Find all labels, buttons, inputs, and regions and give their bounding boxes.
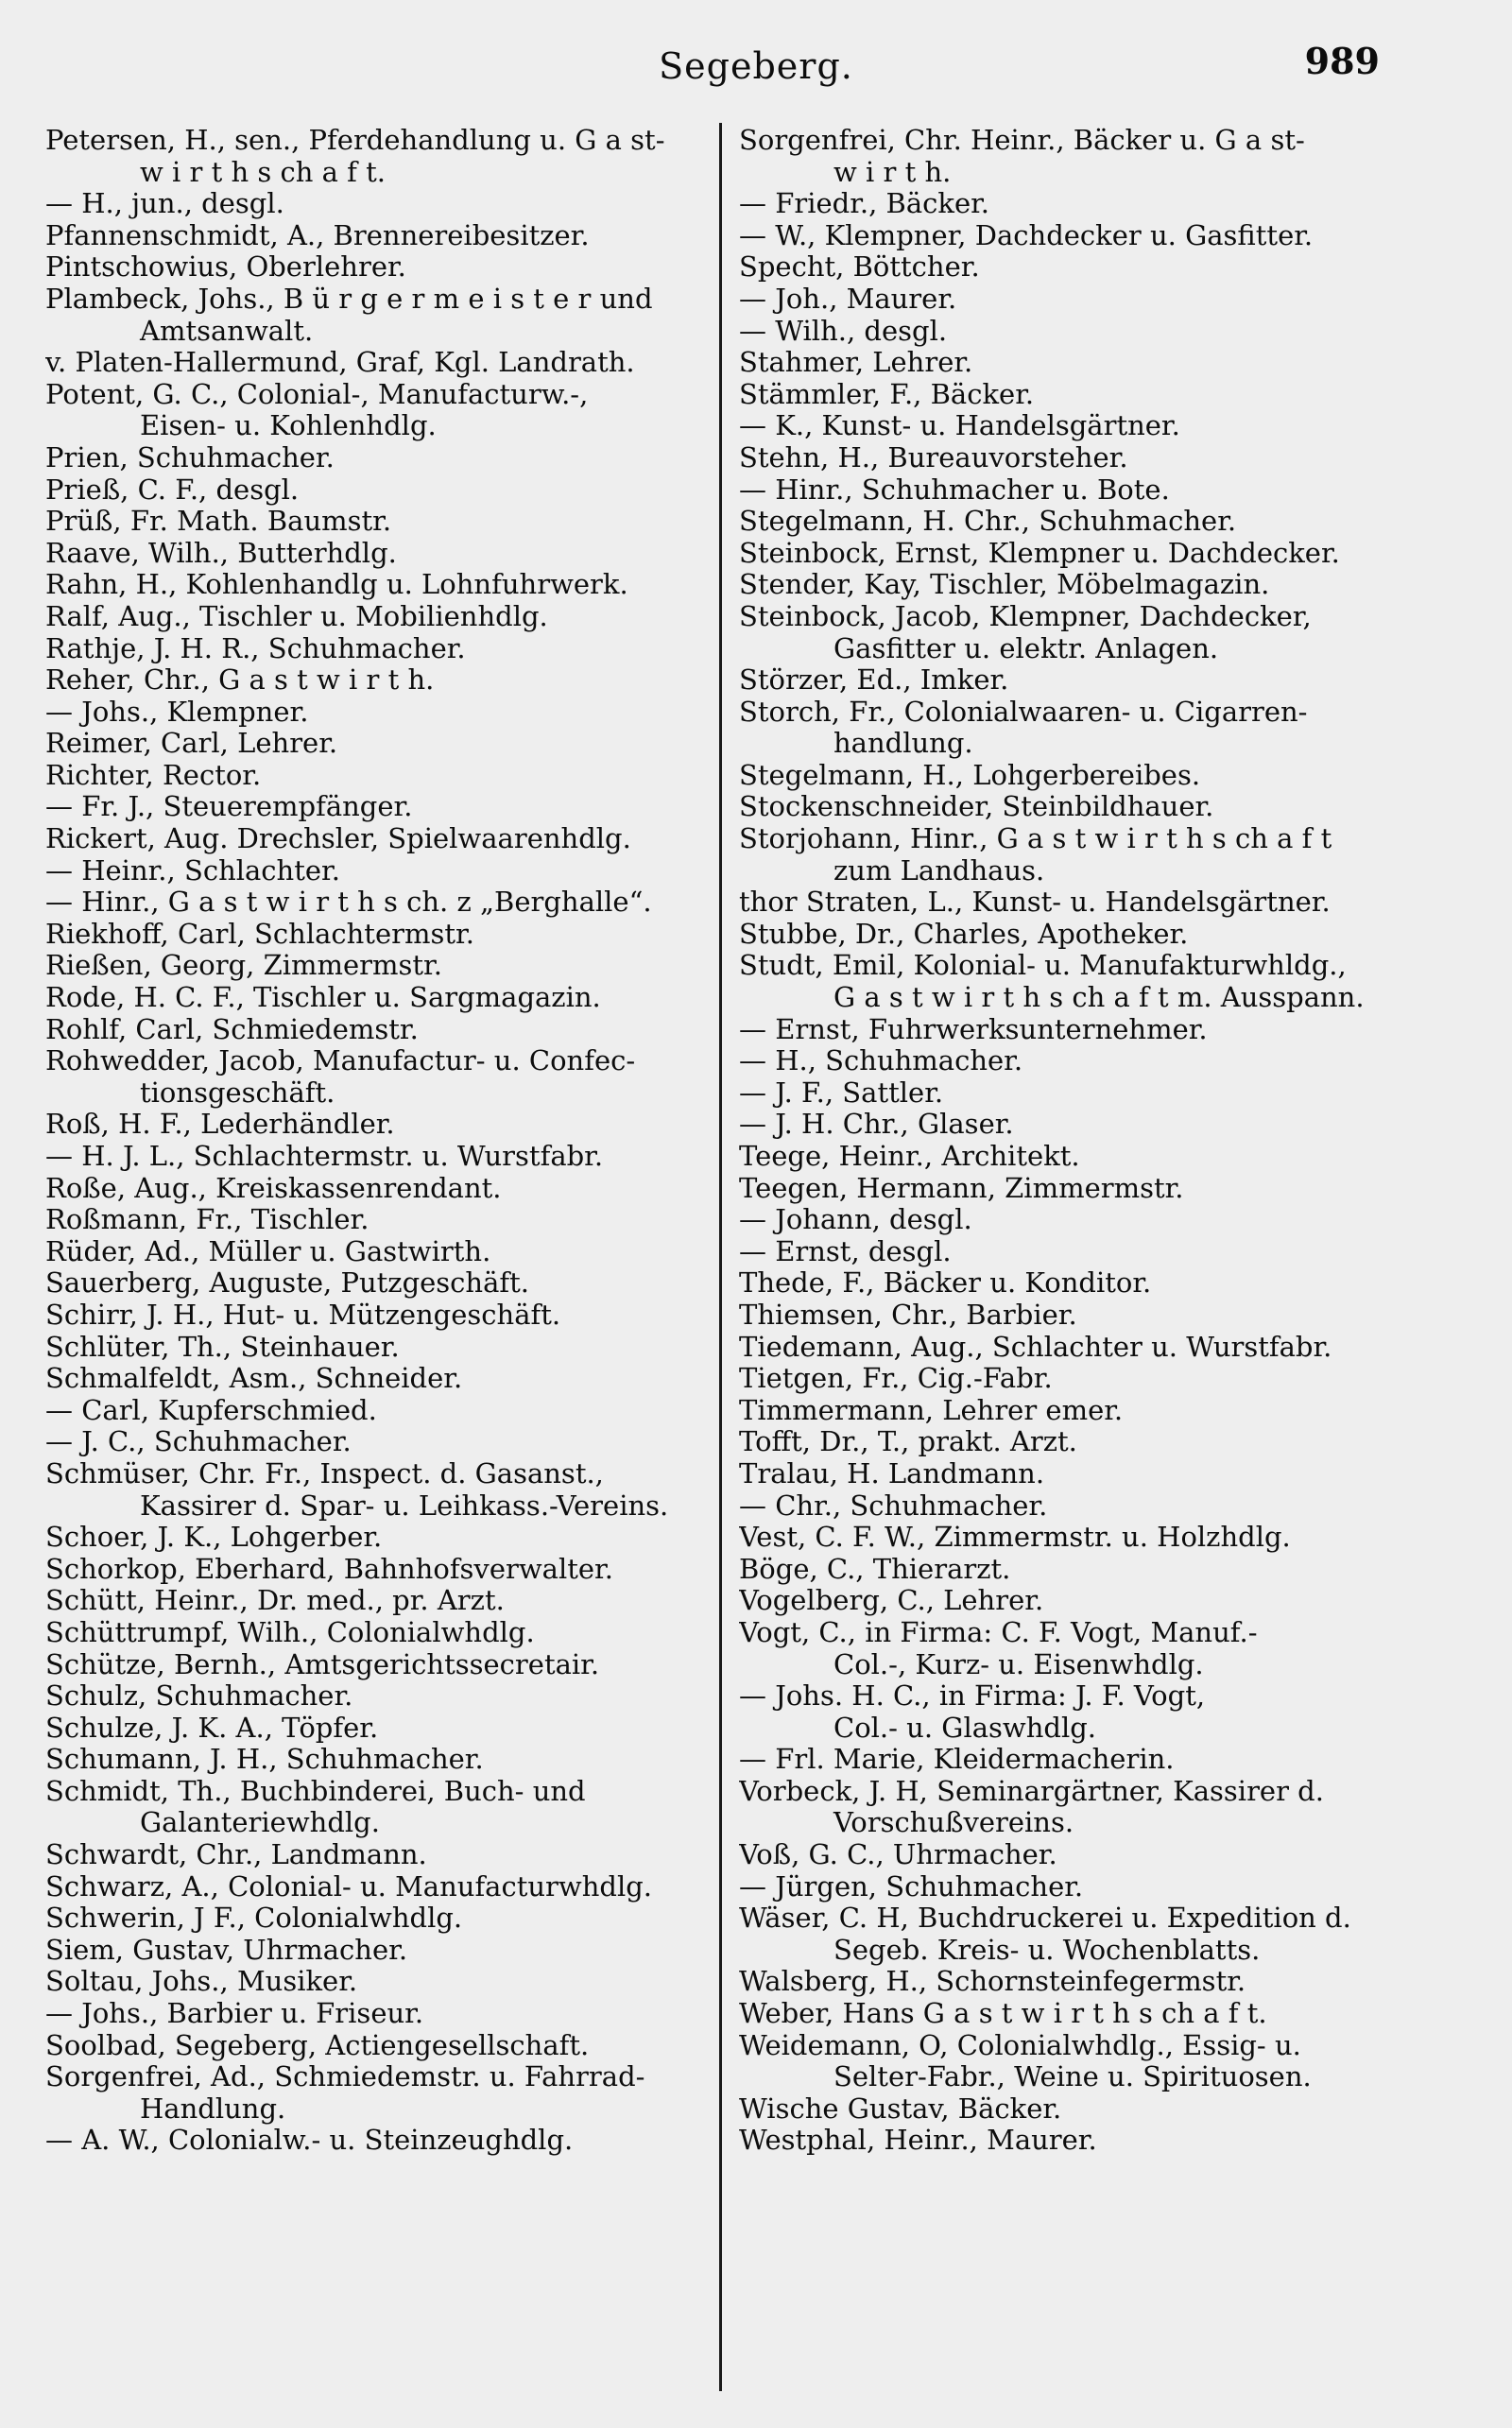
directory-entry — [739, 1680, 1434, 1744]
entry-line: Tofft, Dr., T., prakt. Arzt. — [739, 1426, 1077, 1458]
directory-entry — [45, 569, 740, 601]
directory-entry — [739, 379, 1434, 411]
entry-line: Prieß, C. F., desgl. — [45, 474, 300, 506]
directory-entry — [45, 1363, 740, 1395]
directory-entry — [739, 284, 1434, 316]
entry-line: Storch, Fr., Colonialwaaren- u. Cigarren- — [739, 696, 1308, 728]
directory-entry — [45, 1204, 740, 1236]
directory-entry — [739, 791, 1434, 823]
directory-entry — [45, 1426, 740, 1458]
entry-line: Petersen, H., sen., Pferdehandlung u. G a st- — [45, 125, 665, 156]
directory-entry — [45, 1332, 740, 1364]
directory-entry — [739, 347, 1434, 379]
directory-entry — [739, 664, 1434, 697]
entry-line: Schlüter, Th., Steinhauer. — [45, 1331, 400, 1363]
entry-line: Timmermann, Lehrer emer. — [739, 1394, 1124, 1426]
entry-line: Teege, Heinr., Architekt. — [739, 1141, 1080, 1172]
entry-line: — Wilh., desgl. — [739, 315, 948, 347]
directory-entry — [45, 950, 740, 982]
directory-entry — [739, 1109, 1434, 1141]
entry-line: Schmüser, Chr. Fr., Inspect. d. Gasanst., — [45, 1457, 604, 1490]
entry-line: Böge, C., Thierarzt. — [739, 1553, 1011, 1585]
entry-line: — K., Kunst- u. Handelsgärtner. — [739, 410, 1180, 442]
entry-line: Schwardt, Chr., Landmann. — [45, 1839, 427, 1871]
entry-line: — J. C., Schuhmacher. — [45, 1426, 352, 1458]
entry-line: Rathje, J. H. R., Schuhmacher. — [45, 632, 466, 664]
entry-line: Storjohann, Hinr., G a s t w i r t h s ch a f t — [739, 823, 1332, 855]
directory-entry — [45, 919, 740, 951]
entry-line: Weber, Hans G a s t w i r t h s ch a f t. — [739, 1998, 1267, 2030]
directory-entry — [45, 601, 740, 633]
left-entry-list — [45, 125, 740, 2157]
entry-line: Vogelberg, C., Lehrer. — [739, 1585, 1044, 1617]
entry-line: Thede, F., Bäcker u. Konditor. — [739, 1267, 1152, 1300]
entry-continuation-line: w i r t h. — [833, 155, 952, 188]
directory-entry — [45, 633, 740, 665]
entry-line: Rickert, Aug. Drechsler, Spielwaarenhdlg. — [45, 823, 631, 855]
directory-entry — [739, 1300, 1434, 1332]
entry-line: Vest, C. F. W., Zimmermstr. u. Holzhdlg. — [739, 1522, 1291, 1554]
entry-line: Rohwedder, Jacob, Manufactur- u. Confec- — [45, 1045, 636, 1077]
directory-entry — [739, 569, 1434, 601]
entry-line: — Ernst, Fuhrwerksunternehmer. — [739, 1013, 1208, 1045]
entry-line: Roßmann, Fr., Tischler. — [45, 1204, 369, 1236]
directory-entry — [739, 1077, 1434, 1110]
directory-entry — [45, 1713, 740, 1745]
entry-line: Rießen, Georg, Zimmermstr. — [45, 950, 442, 982]
directory-entry — [45, 982, 740, 1014]
entry-line: Teegen, Hermann, Zimmermstr. — [739, 1172, 1184, 1204]
entry-line: Schulz, Schuhmacher. — [45, 1680, 353, 1713]
entry-line: — Hinr., G a s t w i r t h s ch. z „Berghalle“. — [45, 887, 652, 919]
entry-continuation-line: Vorschußvereins. — [833, 1806, 1074, 1839]
entry-line: — Jürgen, Schuhmacher. — [739, 1870, 1084, 1903]
directory-entry — [739, 442, 1434, 474]
directory-entry — [739, 950, 1434, 1013]
directory-entry — [739, 1585, 1434, 1617]
directory-entry — [739, 1236, 1434, 1268]
directory-entry — [45, 538, 740, 570]
directory-entry — [45, 442, 740, 474]
entry-line: Ralf, Aug., Tischler u. Mobilienhdlg. — [45, 600, 548, 632]
directory-entry — [739, 220, 1434, 252]
directory-entry — [45, 1141, 740, 1173]
entry-line: Reimer, Carl, Lehrer. — [45, 728, 338, 760]
directory-entry — [45, 1649, 740, 1681]
entry-continuation-line: Handlung. — [140, 2092, 286, 2125]
entry-line: Rode, H. C. F., Tischler u. Sargmagazin. — [45, 982, 601, 1014]
entry-line: Vogt, C., in Firma: C. F. Vogt, Manuf.- — [739, 1616, 1258, 1648]
directory-entry — [45, 664, 740, 697]
entry-line: Voß, G. C., Uhrmacher. — [739, 1839, 1057, 1871]
directory-entry — [739, 1045, 1434, 1077]
directory-entry — [45, 855, 740, 887]
entry-line: Schütt, Heinr., Dr. med., pr. Arzt. — [45, 1585, 505, 1617]
directory-entry — [45, 791, 740, 823]
directory-entry — [45, 1776, 740, 1839]
entry-continuation-line: Gasfitter u. elektr. Anlagen. — [833, 631, 1219, 664]
entry-line: Schwarz, A., Colonial- u. Manufacturwhdlg. — [45, 1870, 653, 1903]
directory-entry — [45, 379, 740, 442]
entry-line: — Johs., Barbier u. Friseur. — [45, 1998, 424, 2030]
entry-line: Stegelmann, H., Lohgerbereibes. — [739, 759, 1201, 791]
directory-entry — [739, 919, 1434, 951]
entry-line: Schorkop, Eberhard, Bahnhofsverwalter. — [45, 1553, 613, 1585]
directory-entry — [739, 1776, 1434, 1839]
entry-line: Stegelmann, H. Chr., Schuhmacher. — [739, 506, 1237, 538]
directory-entry — [45, 1585, 740, 1617]
entry-line: Störzer, Ed., Imker. — [739, 664, 1009, 697]
entry-line: Steinbock, Ernst, Klempner u. Dachdecker. — [739, 537, 1340, 569]
entry-line: Soolbad, Segeberg, Actiengesellschaft. — [45, 2029, 590, 2061]
entry-line: — A. W., Colonialw.- u. Steinzeughdlg. — [45, 2125, 574, 2157]
directory-entry — [739, 1332, 1434, 1364]
entry-line: — W., Klempner, Dachdecker u. Gasfitter. — [739, 219, 1314, 251]
directory-entry — [45, 1458, 740, 1522]
directory-entry — [739, 1966, 1434, 1998]
directory-entry — [45, 1839, 740, 1871]
entry-line: Rohlf, Carl, Schmiedemstr. — [45, 1013, 419, 1045]
directory-entry — [739, 760, 1434, 792]
entry-line: — Heinr., Schlachter. — [45, 854, 340, 887]
entry-continuation-line: Amtsanwalt. — [140, 314, 314, 347]
entry-line: Riekhoff, Carl, Schlachtermstr. — [45, 918, 474, 950]
entry-line: — J. H. Chr., Glaser. — [739, 1109, 1014, 1141]
directory-entry — [45, 1109, 740, 1141]
entry-line: Steinbock, Jacob, Klempner, Dachdecker, — [739, 600, 1312, 632]
entry-line: Raave, Wilh., Butterhdlg. — [45, 537, 397, 569]
entry-line: Sorgenfrei, Chr. Heinr., Bäcker u. G a st- — [739, 125, 1305, 156]
directory-entry — [739, 697, 1434, 760]
directory-entry — [45, 474, 740, 507]
directory-entry — [45, 2061, 740, 2125]
entry-line: Wische Gustav, Bäcker. — [739, 2092, 1062, 2125]
entry-line: Schirr, J. H., Hut- u. Mützengeschäft. — [45, 1299, 561, 1331]
entry-line: Potent, G. C., Colonial-, Manufacturw.-, — [45, 378, 589, 410]
directory-entry — [739, 1554, 1434, 1586]
entry-line: Siem, Gustav, Uhrmacher. — [45, 1934, 408, 1966]
directory-entry — [45, 1236, 740, 1268]
directory-entry — [45, 1966, 740, 1998]
entry-continuation-line: Selter-Fabr., Weine u. Spirituosen. — [833, 2060, 1312, 2093]
entry-line: Sauerberg, Auguste, Putzgeschäft. — [45, 1267, 529, 1300]
entry-line: — Chr., Schuhmacher. — [739, 1490, 1048, 1522]
directory-entry — [739, 251, 1434, 284]
directory-entry — [45, 1395, 740, 1427]
entry-line: Reher, Chr., G a s t w i r t h. — [45, 664, 435, 697]
entry-line: — Frl. Marie, Kleidermacherin. — [739, 1744, 1175, 1776]
entry-line: — Carl, Kupferschmied. — [45, 1394, 377, 1426]
entry-line: Prien, Schuhmacher. — [45, 441, 335, 474]
entry-line: Tralau, H. Landmann. — [739, 1457, 1045, 1490]
directory-entry — [739, 2030, 1434, 2093]
directory-entry — [45, 125, 740, 188]
entry-line: Pfannenschmidt, A., Brennereibesitzer. — [45, 219, 590, 251]
directory-entry — [45, 1871, 740, 1903]
entry-line: Stämmler, F., Bäcker. — [739, 378, 1035, 410]
entry-line: Specht, Böttcher. — [739, 251, 980, 284]
directory-entry — [45, 1267, 740, 1300]
left-column — [45, 125, 740, 2157]
directory-entry — [739, 316, 1434, 348]
entry-line: Roß, H. F., Lederhändler. — [45, 1109, 395, 1141]
directory-entry — [739, 1141, 1434, 1173]
directory-entry — [739, 1014, 1434, 1046]
entry-line: Roße, Aug., Kreiskassenrendant. — [45, 1172, 502, 1204]
directory-entry — [45, 823, 740, 855]
directory-entry — [45, 1014, 740, 1046]
directory-entry — [45, 347, 740, 379]
directory-entry — [739, 1458, 1434, 1490]
directory-entry — [739, 506, 1434, 538]
entry-line: — Hinr., Schuhmacher u. Bote. — [739, 474, 1170, 506]
entry-line: — Johann, desgl. — [739, 1204, 972, 1236]
entry-line: Westphal, Heinr., Maurer. — [739, 2125, 1097, 2157]
entry-line: Schmalfeldt, Asm., Schneider. — [45, 1363, 463, 1395]
directory-entry — [739, 1871, 1434, 1903]
directory-entry — [739, 1744, 1434, 1776]
entry-line: Stender, Kay, Tischler, Möbelmagazin. — [739, 569, 1270, 601]
entry-line: — Johs., Klempner. — [45, 696, 309, 728]
directory-entry — [739, 125, 1434, 188]
entry-line: — H., jun., desgl. — [45, 188, 284, 220]
entry-continuation-line: zum Landhaus. — [833, 853, 1045, 887]
entry-line: — Ernst, desgl. — [739, 1235, 952, 1267]
directory-entry — [45, 760, 740, 792]
entry-line: — Johs. H. C., in Firma: J. F. Vogt, — [739, 1680, 1206, 1713]
directory-entry — [45, 728, 740, 760]
entry-continuation-line: Eisen- u. Kohlenhdlg. — [140, 409, 437, 442]
directory-entry — [739, 474, 1434, 507]
entry-continuation-line: handlung. — [833, 727, 973, 760]
directory-entry — [45, 220, 740, 252]
entry-continuation-line: Col.-, Kurz- u. Eisenwhdlg. — [833, 1647, 1204, 1680]
entry-line: Rüder, Ad., Müller u. Gastwirth. — [45, 1235, 491, 1267]
entry-line: Schütze, Bernh., Amtsgerichtssecretair. — [45, 1648, 600, 1680]
directory-entry — [45, 188, 740, 220]
directory-entry — [45, 1522, 740, 1554]
directory-entry — [45, 2125, 740, 2157]
entry-continuation-line: G a s t w i r t h s ch a f t m. Ausspann. — [833, 981, 1365, 1014]
directory-entry — [45, 1744, 740, 1776]
entry-line: Plambeck, Johs., B ü r g e r m e i s t e r und — [45, 283, 653, 315]
right-column — [739, 125, 1434, 2157]
entry-continuation-line: Col.- u. Glaswhdlg. — [833, 1711, 1097, 1744]
directory-entry — [45, 506, 740, 538]
entry-line: Schoer, J. K., Lohgerber. — [45, 1522, 383, 1554]
entry-line: Rahn, H., Kohlenhandlg u. Lohnfuhrwerk. — [45, 569, 628, 601]
entry-line: — H. J. L., Schlachtermstr. u. Wurstfabr. — [45, 1141, 604, 1172]
entry-line: Stubbe, Dr., Charles, Apotheker. — [739, 918, 1189, 950]
directory-entry — [45, 1680, 740, 1713]
entry-line: Tietgen, Fr., Cig.-Fabr. — [739, 1363, 1053, 1395]
entry-line: Soltau, Johs., Musiker. — [45, 1966, 358, 1998]
entry-line: Sorgenfrei, Ad., Schmiedemstr. u. Fahrrad- — [45, 2061, 645, 2093]
right-entry-list — [739, 125, 1434, 2157]
entry-line: Studt, Emil, Kolonial- u. Manufakturwhldg., — [739, 950, 1347, 982]
entry-line: Pintschowius, Oberlehrer. — [45, 251, 406, 284]
entry-line: — Friedr., Bäcker. — [739, 188, 990, 220]
directory-entry — [45, 1617, 740, 1649]
directory-entry — [45, 887, 740, 919]
entry-line: Tiedemann, Aug., Schlachter u. Wurstfabr. — [739, 1331, 1332, 1363]
column-divider — [719, 123, 722, 2391]
entry-line: Vorbeck, J. H, Seminargärtner, Kassirer d. — [739, 1775, 1324, 1807]
directory-entry — [45, 697, 740, 729]
directory-entry — [739, 188, 1434, 220]
entry-line: thor Straten, L., Kunst- u. Handelsgärtner. — [739, 887, 1331, 919]
entry-line: — Fr. J., Steuerempfänger. — [45, 791, 413, 823]
directory-entry — [739, 1903, 1434, 1966]
directory-entry — [739, 1426, 1434, 1458]
directory-entry — [739, 538, 1434, 570]
entry-line: Thiemsen, Chr., Barbier. — [739, 1299, 1077, 1331]
directory-entry — [45, 1045, 740, 1109]
directory-entry — [739, 2125, 1434, 2157]
directory-entry — [739, 1267, 1434, 1300]
directory-entry — [739, 1839, 1434, 1871]
page-number: 989 — [1304, 40, 1380, 82]
directory-entry — [45, 1998, 740, 2030]
entry-line: Stahmer, Lehrer. — [739, 347, 973, 379]
entry-line: Schmidt, Th., Buchbinderei, Buch- und — [45, 1775, 586, 1807]
directory-entry — [739, 1617, 1434, 1680]
page-header — [0, 40, 1512, 102]
entry-line: Stehn, H., Bureauvorsteher. — [739, 441, 1128, 474]
entry-line: Walsberg, H., Schornsteinfegermstr. — [739, 1966, 1246, 1998]
directory-entry — [739, 2093, 1434, 2126]
entry-line: v. Platen-Hallermund, Graf, Kgl. Landrath. — [45, 347, 635, 379]
directory-entry — [45, 2030, 740, 2062]
directory-entry — [739, 1204, 1434, 1236]
directory-entry — [739, 823, 1434, 887]
entry-line: — J. F., Sattler. — [739, 1076, 944, 1109]
entry-line: Schumann, J. H., Schuhmacher. — [45, 1744, 484, 1776]
entry-line: — H., Schuhmacher. — [739, 1045, 1023, 1077]
entry-line: Schwerin, J F., Colonialwhdlg. — [45, 1903, 463, 1935]
directory-entry — [739, 1998, 1434, 2030]
directory-entry — [739, 601, 1434, 664]
entry-line: Stockenschneider, Steinbildhauer. — [739, 791, 1214, 823]
directory-entry — [739, 1522, 1434, 1554]
running-head: Segeberg. — [659, 45, 853, 87]
directory-entry — [45, 1554, 740, 1586]
directory-entry — [739, 1173, 1434, 1205]
directory-entry — [739, 1363, 1434, 1395]
directory-entry — [739, 887, 1434, 919]
entry-continuation-line: w i r t h s ch a f t. — [140, 155, 386, 188]
entry-continuation-line: Kassirer d. Spar- u. Leihkass.-Vereins. — [140, 1489, 669, 1522]
entry-line: Wäser, C. H, Buchdruckerei u. Expedition d. — [739, 1903, 1351, 1935]
directory-entry — [45, 284, 740, 347]
entry-line: Schüttrumpf, Wilh., Colonialwhdlg. — [45, 1616, 535, 1648]
entry-line: — Joh., Maurer. — [739, 283, 957, 315]
directory-entry — [739, 410, 1434, 442]
entry-line: Prüß, Fr. Math. Baumstr. — [45, 506, 392, 538]
directory-entry — [45, 251, 740, 284]
directory-entry — [45, 1300, 740, 1332]
entry-continuation-line: Galanteriewhdlg. — [140, 1806, 380, 1839]
directory-entry — [45, 1173, 740, 1205]
directory-entry — [739, 1490, 1434, 1523]
entry-line: Schulze, J. K. A., Töpfer. — [45, 1712, 379, 1744]
entry-line: Richter, Rector. — [45, 759, 262, 791]
directory-entry — [45, 1903, 740, 1935]
entry-continuation-line: tionsgeschäft. — [140, 1076, 335, 1109]
directory-entry — [739, 1395, 1434, 1427]
directory-entry — [45, 1935, 740, 1967]
entry-continuation-line: Segeb. Kreis- u. Wochenblatts. — [833, 1933, 1261, 1966]
entry-line: Weidemann, O, Colonialwhdlg., Essig- u. — [739, 2029, 1301, 2061]
